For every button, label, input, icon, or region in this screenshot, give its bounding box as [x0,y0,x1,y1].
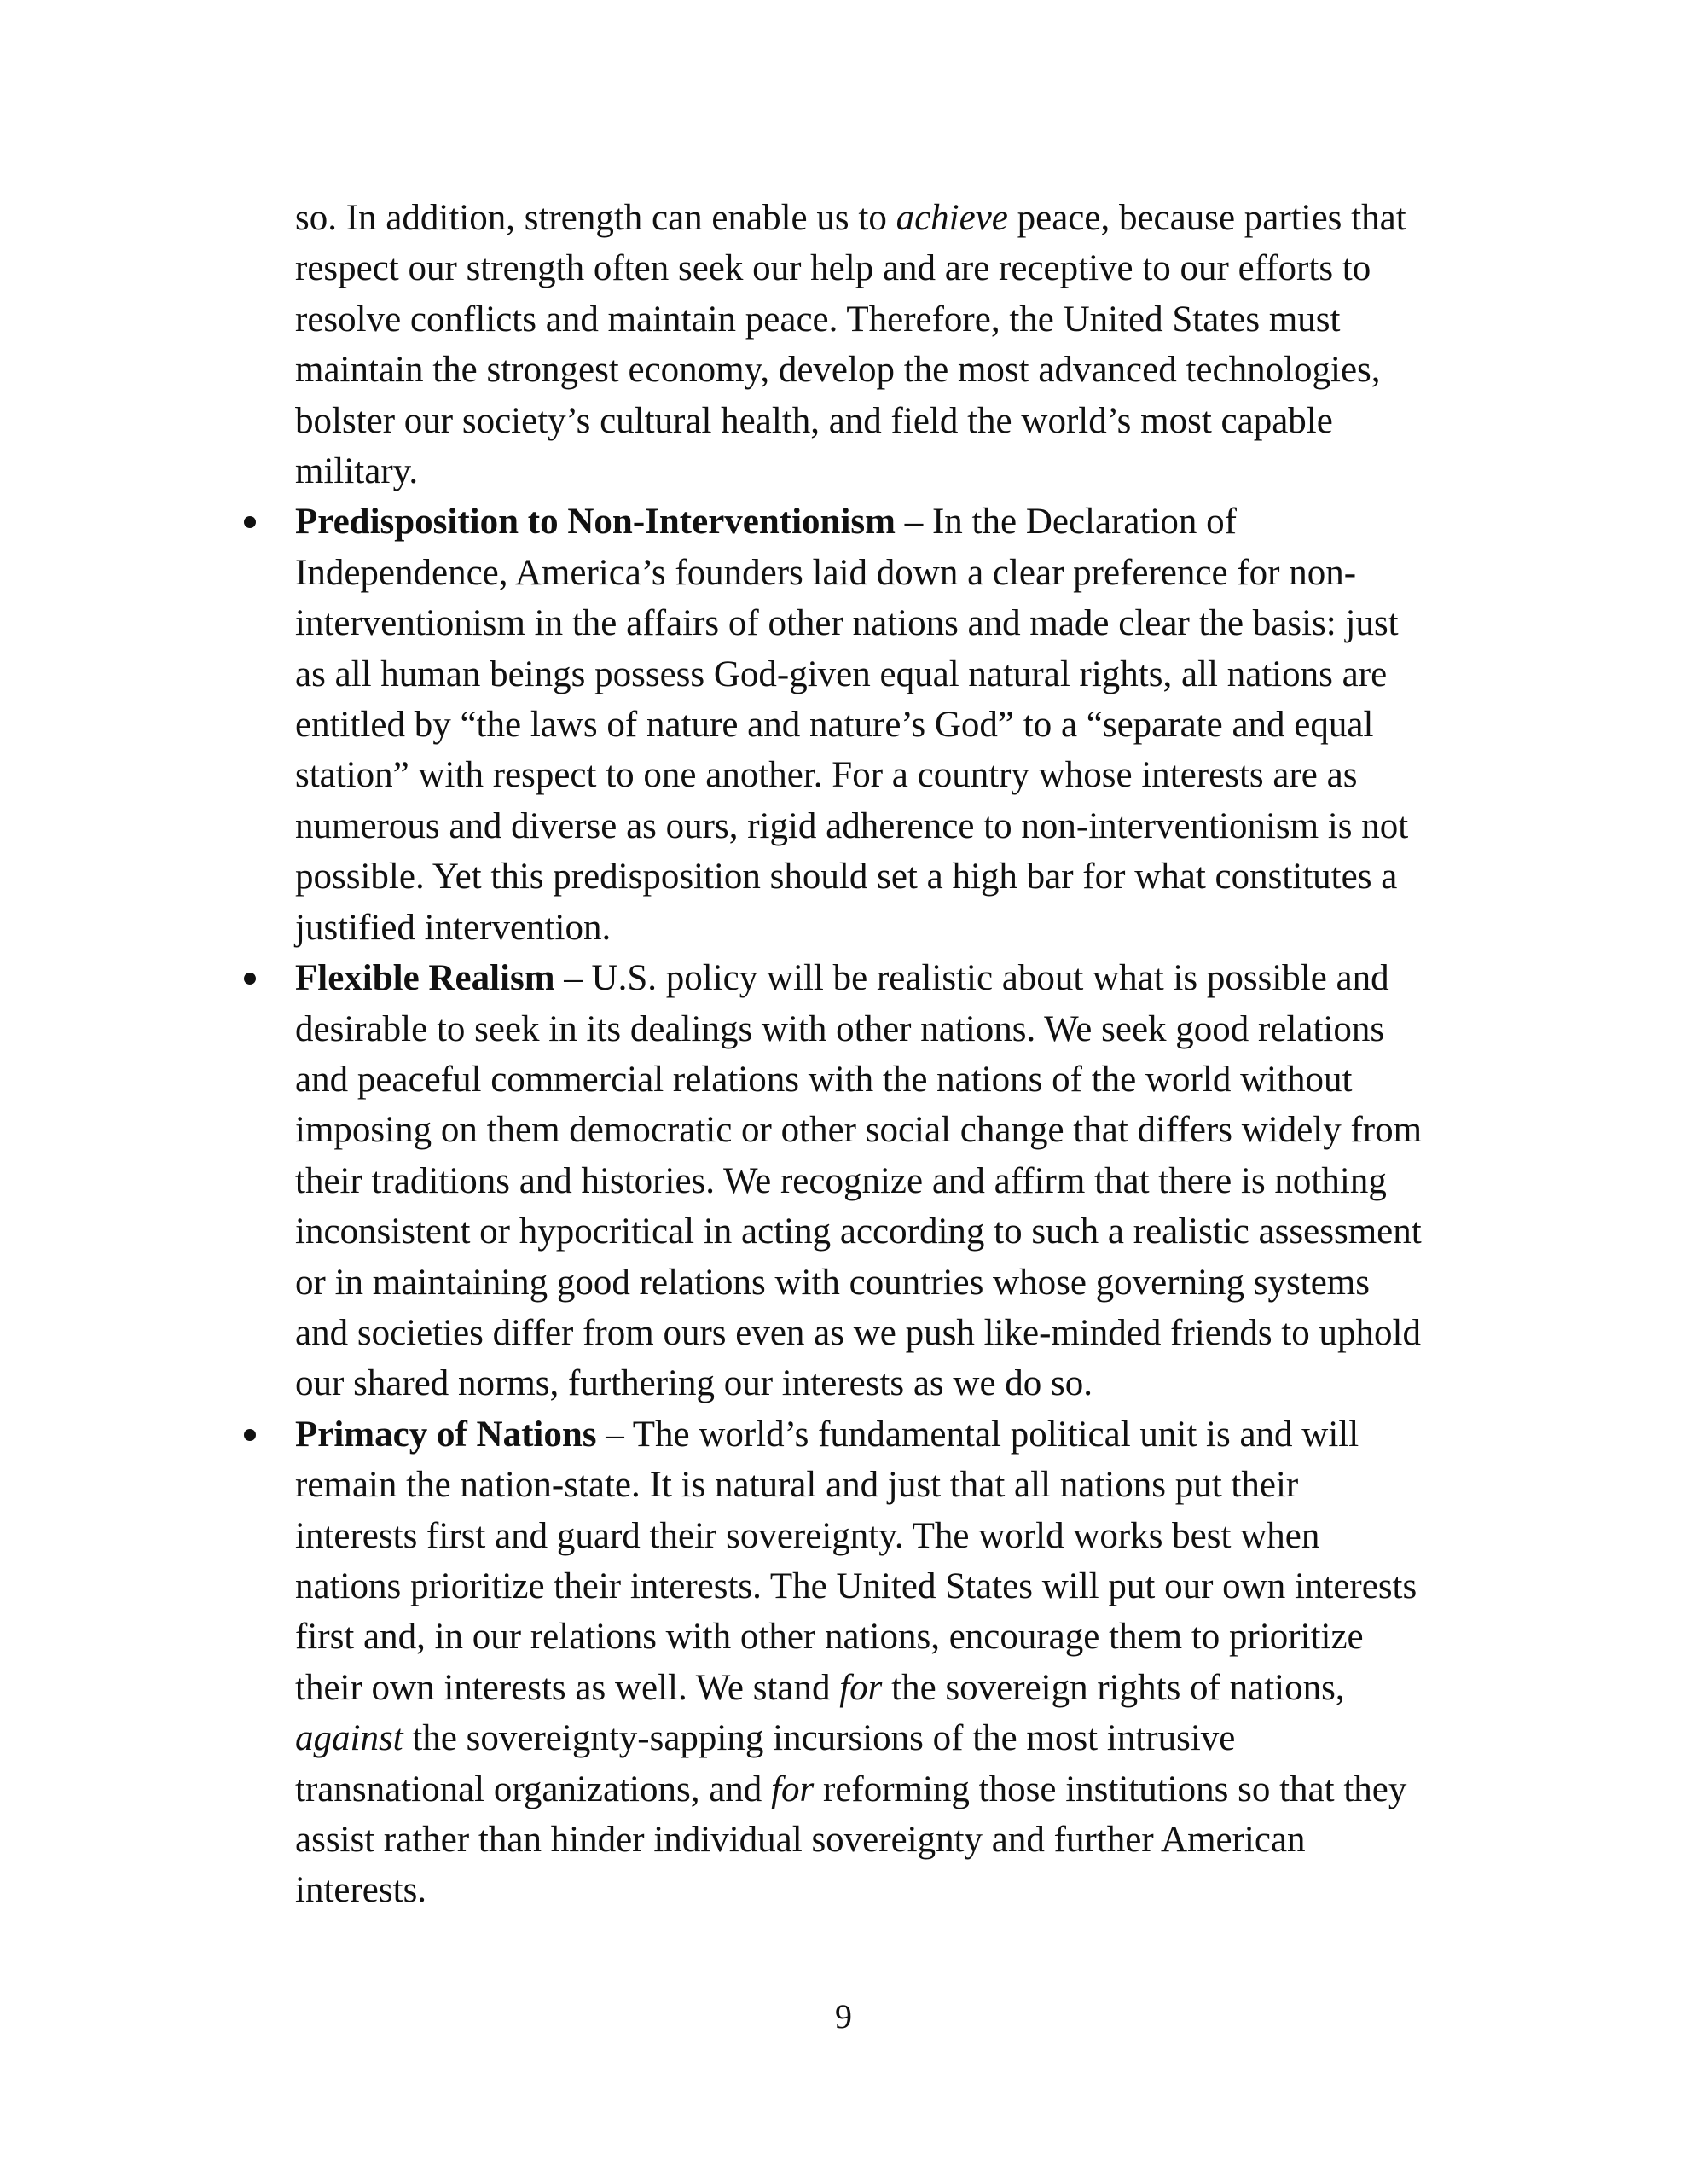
text-line: so. In addition, strength can enable us to achieve peace, because parties that [295,198,1406,238]
intro-paragraph [295,193,1489,497]
emphasis: for [771,1769,815,1809]
text-line: inconsistent or hypocritical in acting according to such a realistic assessment [295,1211,1422,1252]
bullet-primacy-of-nations [295,1409,1489,1916]
text-line: their traditions and histories. We recognize and affirm that there is nothing [295,1160,1387,1201]
text-line: and peaceful commercial relations with the nations of the world without [295,1059,1353,1100]
text-line: first and, in our relations with other nations, encourage them to prioritize [295,1617,1364,1658]
bullet-title: Primacy of Nations [295,1414,597,1455]
text-line: interventionism in the affairs of other nations and made clear the basis: just [295,603,1399,644]
text-line: station” with respect to one another. For a country whose interests are as [295,755,1358,796]
text-line: remain the nation-state. It is natural and just that all nations put their [295,1465,1299,1506]
bullet-icon [244,516,256,528]
bullet-title: Predisposition to Non-Interventionism [295,502,896,543]
text-line: their own interests as well. We stand for the sovereign rights of nations, [295,1667,1345,1708]
text-line: our shared norms, furthering our interests as we do so. [295,1363,1093,1404]
text-line: numerous and diverse as ours, rigid adherence to non-interventionism is not [295,805,1409,846]
text-line: justified intervention. [295,907,612,948]
text-line: desirable to seek in its dealings with other nations. We seek good relations [295,1008,1385,1049]
page-body [295,193,1489,1916]
text-line: transnational organizations, and for reforming those institutions so that they [295,1769,1407,1809]
text-line: bolster our society’s cultural health, and field the world’s most capable [295,400,1333,441]
bullet-flexible-realism [295,953,1489,1409]
emphasis: achieve [896,198,1008,238]
text-line: military. [295,451,419,492]
text-line: Flexible Realism – U.S. policy will be realistic about what is possible and [295,958,1389,999]
text-line: or in maintaining good relations with countries whose governing systems [295,1262,1370,1303]
bullet-non-interventionism [295,497,1489,953]
text-line: as all human beings possess God-given equal natural rights, all nations are [295,653,1388,694]
text-line: Primacy of Nations – The world’s fundamental political unit is and will [295,1414,1359,1455]
bullet-icon [244,1429,256,1441]
text-line: resolve conflicts and maintain peace. Therefore, the United States must [295,299,1341,340]
text-line: Independence, America’s founders laid down a clear preference for non- [295,552,1357,593]
text-line: entitled by “the laws of nature and nature’s God” to a “separate and equal [295,705,1374,746]
bullet-icon [244,973,256,985]
text-line: Predisposition to Non-Interventionism – In the Declaration of [295,502,1237,543]
text-line: interests first and guard their sovereignty. The world works best when [295,1515,1320,1556]
page-number: 9 [835,1997,852,2036]
text-line: respect our strength often seek our help and are receptive to our efforts to [295,248,1371,289]
text-line: possible. Yet this predisposition should set a high bar for what constitutes a [295,857,1398,897]
bullet-title: Flexible Realism [295,958,555,999]
text-line: and societies differ from ours even as we push like-minded friends to uphold [295,1312,1421,1353]
text-line: interests. [295,1870,427,1911]
emphasis: against [295,1718,403,1759]
emphasis: for [839,1667,883,1708]
text-line: imposing on them democratic or other social change that differs widely from [295,1110,1423,1151]
text-line: against the sovereignty-sapping incursions of the most intrusive [295,1718,1236,1759]
text-line: assist rather than hinder individual sovereignty and further American [295,1820,1306,1860]
text-line: maintain the strongest economy, develop the most advanced technologies, [295,350,1381,391]
text-line: nations prioritize their interests. The United States will put our own interests [295,1565,1417,1606]
